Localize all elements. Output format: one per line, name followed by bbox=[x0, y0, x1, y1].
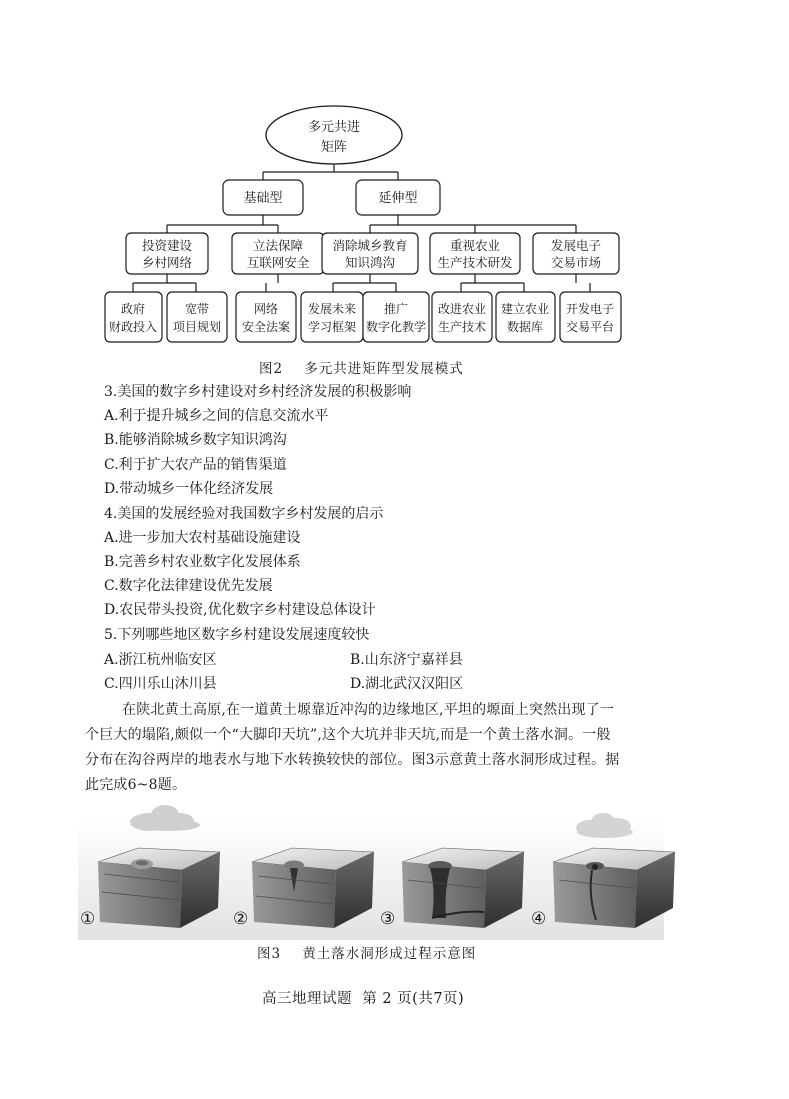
node-yanshen bbox=[356, 180, 440, 215]
figure-2-caption: 图2 多元共进矩阵型发展模式 bbox=[259, 361, 464, 377]
node-l2-4 bbox=[430, 233, 520, 274]
stage-label-4: ④ bbox=[531, 909, 547, 929]
node-l2-4-line1: 重视农业 bbox=[449, 238, 501, 253]
root-label-2: 矩阵 bbox=[320, 140, 348, 155]
question-5-stem: 5.下列哪些地区数字乡村建设发展速度较快 bbox=[104, 627, 370, 643]
node-l3-5-line1: 推广 bbox=[383, 302, 409, 316]
node-jichu bbox=[223, 180, 303, 215]
question-3-option-c: C.利于扩大农产品的销售渠道 bbox=[104, 457, 287, 473]
question-4-option-d: D.农民带头投资,优化数字乡村建设总体设计 bbox=[104, 602, 376, 618]
question-4-stem: 4.美国的发展经验对我国数字乡村发展的启示 bbox=[104, 506, 384, 522]
block-stage-2 bbox=[252, 848, 374, 928]
node-l2-2 bbox=[232, 233, 324, 274]
question-5-option-d: D.湖北武汉汉阳区 bbox=[350, 676, 464, 692]
node-l3-3-line1: 网络 bbox=[253, 302, 279, 316]
question-5-option-b: B.山东济宁嘉祥县 bbox=[350, 652, 463, 668]
node-l3-8 bbox=[560, 292, 621, 342]
node-l3-4 bbox=[301, 292, 363, 342]
node-l3-4-line2: 学习框架 bbox=[307, 320, 357, 334]
node-l2-3-line1: 消除城乡教育 bbox=[332, 238, 408, 253]
passage-line-1: 在陕北黄土高原,在一道黄土塬靠近冲沟的边缘地区,平坦的塬面上突然出现了一 bbox=[122, 702, 615, 718]
root-node bbox=[266, 106, 402, 164]
node-l3-6 bbox=[432, 292, 492, 342]
question-3-option-b: B.能够消除城乡数字知识鸿沟 bbox=[104, 432, 287, 448]
question-5-option-c: C.四川乐山沐川县 bbox=[104, 676, 217, 692]
question-3-stem: 3.美国的数字乡村建设对乡村经济发展的积极影响 bbox=[104, 384, 412, 400]
passage-line-4: 此完成6~8题。 bbox=[85, 777, 187, 793]
passage-line-3: 分布在沟谷两岸的地表水与地下水转换较快的部位。图3示意黄土落水洞形成过程。据 bbox=[85, 752, 620, 768]
node-l3-1-line1: 政府 bbox=[120, 302, 146, 316]
node-l2-1 bbox=[126, 233, 208, 274]
cloud-left bbox=[130, 805, 200, 831]
question-3-option-d: D.带动城乡一体化经济发展 bbox=[104, 481, 274, 497]
figure-3-illustration bbox=[0, 800, 789, 940]
stage-label-3: ③ bbox=[380, 909, 396, 929]
node-l3-4-line1: 发展未来 bbox=[307, 302, 357, 316]
question-4-option-a: A.进一步加大农村基础设施建设 bbox=[104, 530, 301, 546]
question-3-option-a: A.利于提升城乡之间的信息交流水平 bbox=[104, 408, 329, 424]
node-l3-7-line2: 数据库 bbox=[506, 320, 544, 334]
node-yanshen-label: 延伸型 bbox=[378, 191, 418, 206]
node-l3-8-line1: 开发电子 bbox=[565, 302, 615, 316]
node-l3-2 bbox=[167, 292, 227, 342]
node-l3-7 bbox=[496, 292, 555, 342]
node-l3-7-line1: 建立农业 bbox=[500, 302, 550, 316]
node-l3-6-line1: 改进农业 bbox=[437, 302, 487, 316]
question-4-option-b: B.完善乡村农业数字化发展体系 bbox=[104, 554, 301, 570]
stage-label-1: ① bbox=[80, 909, 96, 929]
root-label-1: 多元共进 bbox=[307, 120, 361, 135]
node-l3-5-line2: 数字化教学 bbox=[365, 320, 427, 334]
figure-3-caption: 图3 黄土落水洞形成过程示意图 bbox=[257, 946, 477, 962]
question-5-option-a: A.浙江杭州临安区 bbox=[104, 652, 217, 668]
stage-label-2: ② bbox=[233, 909, 249, 929]
node-l2-3 bbox=[322, 233, 418, 274]
node-l2-2-line2: 互联网安全 bbox=[246, 255, 310, 270]
node-l3-2-line1: 宽带 bbox=[184, 302, 210, 316]
block-stage-4 bbox=[553, 848, 675, 928]
node-l2-1-line1: 投资建设 bbox=[141, 238, 193, 253]
node-l2-5-line1: 发展电子 bbox=[550, 238, 602, 253]
node-l3-3 bbox=[236, 292, 296, 342]
node-l2-5-line2: 交易市场 bbox=[550, 255, 602, 270]
block-stage-1 bbox=[98, 848, 220, 928]
node-jichu-label: 基础型 bbox=[243, 191, 283, 206]
node-l3-5 bbox=[363, 292, 429, 342]
block-stage-3 bbox=[402, 848, 524, 928]
page-footer: 高三地理试题 第 2 页(共7页) bbox=[262, 991, 465, 1007]
cloud-right bbox=[576, 813, 633, 838]
node-l2-3-line2: 知识鸿沟 bbox=[344, 255, 396, 270]
node-l3-3-line2: 安全法案 bbox=[241, 320, 291, 334]
node-l2-1-line2: 乡村网络 bbox=[141, 255, 193, 270]
node-l2-4-line2: 生产技术研发 bbox=[437, 255, 513, 270]
node-l2-5 bbox=[533, 233, 619, 274]
node-l3-8-line2: 交易平台 bbox=[565, 320, 615, 334]
figure-2-diagram bbox=[0, 0, 789, 352]
passage-line-2: 个巨大的塌陷,颇似一个“大脚印天坑”,这个大坑并非天坑,而是一个黄土落水洞。一般 bbox=[85, 727, 611, 743]
node-l3-6-line2: 生产技术 bbox=[437, 320, 487, 334]
node-l3-2-line2: 项目规划 bbox=[172, 320, 222, 334]
node-l3-1 bbox=[105, 292, 162, 342]
question-4-option-c: C.数字化法律建设优先发展 bbox=[104, 578, 273, 594]
node-l3-1-line2: 财政投入 bbox=[108, 320, 158, 334]
node-l2-2-line1: 立法保障 bbox=[252, 238, 304, 253]
